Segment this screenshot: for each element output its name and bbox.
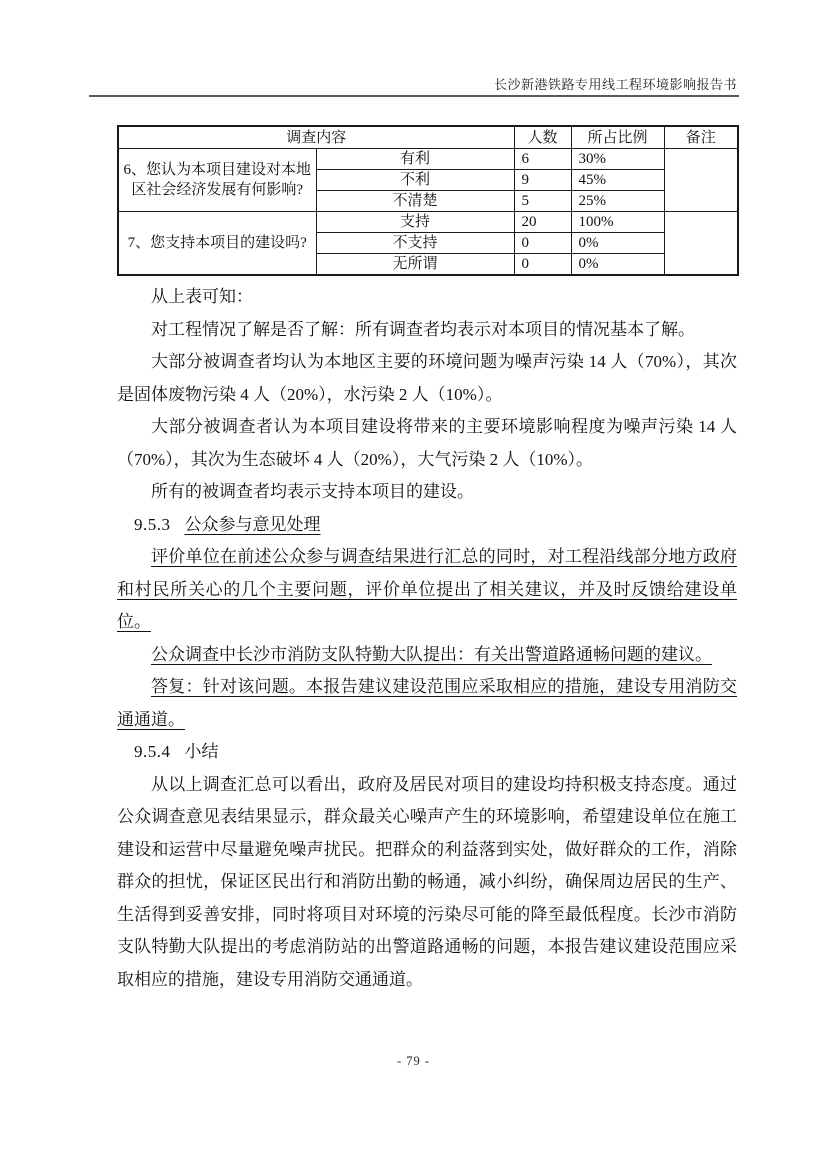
count-cell: 5 [514, 191, 571, 212]
table-header-note: 备注 [664, 126, 738, 149]
count-cell: 9 [514, 170, 571, 191]
count-cell: 0 [514, 233, 571, 254]
paragraph-env-impact: 大部分被调查者认为本项目建设将带来的主要环境影响程度为噪声污染 14 人（70%），其次为生态破坏 4 人（20%），大气污染 2 人（10%）。 [117, 417, 737, 469]
section-title: 小结 [184, 742, 219, 761]
table-row [118, 149, 738, 170]
table-header-row [118, 126, 738, 149]
table-header-content: 调查内容 [118, 126, 514, 149]
survey-table [117, 125, 739, 276]
option-cell: 有利 [316, 149, 514, 170]
paragraph-opinion-1: 评价单位在前述公众参与调查结果进行汇总的同时，对工程沿线部分地方政府和村民所关心的几个主要问题，评价单位提出了相关建议，并及时反馈给建设单位。 [117, 547, 737, 631]
ratio-cell: 45% [571, 170, 664, 191]
ratio-cell: 30% [571, 149, 664, 170]
section-number: 9.5.4 [134, 742, 171, 761]
section-heading-opinion [117, 509, 737, 542]
ratio-cell: 0% [571, 233, 664, 254]
table-header-ratio: 所占比例 [571, 126, 664, 149]
count-cell: 20 [514, 212, 571, 233]
ratio-cell: 25% [571, 191, 664, 212]
section-number: 9.5.3 [134, 514, 171, 534]
paragraph-env-problem: 大部分被调查者均认为本地区主要的环境问题为噪声污染 14 人（70%），其次是固体废物污染 4 人（20%），水污染 2 人（10%）。 [117, 352, 737, 404]
option-cell: 支持 [316, 212, 514, 233]
option-cell: 不利 [316, 170, 514, 191]
option-cell: 不支持 [316, 233, 514, 254]
note-cell [664, 149, 738, 212]
paragraph-support: 所有的被调查者均表示支持本项目的建设。 [151, 482, 474, 501]
count-cell: 0 [514, 254, 571, 276]
page-number: - 79 - [396, 1054, 431, 1068]
paragraph-opinion-2: 公众调查中长沙市消防支队特勤大队提出：有关出警道路通畅问题的建议。 [151, 644, 712, 664]
document-body [117, 281, 737, 996]
table-row [118, 212, 738, 233]
paragraph-understanding: 对工程情况了解是否了解：所有调查者均表示对本项目的情况基本了解。 [151, 319, 695, 339]
paragraph-summary: 从以上调查汇总可以看出，政府及居民对项目的建设均持积极支持态度。通过公众调查意见表结果显示，群众最关心噪声产生的环境影响，希望建设单位在施工建设和运营中尽量避免噪声扰民。把群众的利益落到实处，做好群众的工作，消除群众的担忧，保证区民出行和消防出勤的畅通，减小纠纷，确保周边居民的生产、生活得到妥善安排，同时将项目对环境的污染尽可能的降至最低程度。长沙市消防支队特勤大队提出的考虑消防站的出警道路通畅的问题，本报告建议建设范围应采取相应的措施，建设专用消防交通通道。 [117, 774, 737, 989]
option-cell: 无所谓 [316, 254, 514, 276]
header-rule [89, 95, 739, 97]
option-cell: 不清楚 [316, 191, 514, 212]
question-cell-6: 6、您认为本项目建设对本地区社会经济发展有何影响? [118, 149, 316, 212]
table-header-count: 人数 [514, 126, 571, 149]
count-cell: 6 [514, 149, 571, 170]
section-heading-summary [117, 736, 737, 769]
ratio-cell: 0% [571, 254, 664, 276]
paragraph-intro: 从上表可知： [151, 287, 253, 306]
paragraph-opinion-3: 答复：针对该问题。本报告建议建设范围应采取相应的措施，建设专用消防交通通道。 [117, 677, 737, 729]
section-title: 公众参与意见处理 [184, 514, 321, 534]
page-header-title: 长沙新港铁路专用线工程环境影响报告书 [493, 77, 737, 92]
ratio-cell: 100% [571, 212, 664, 233]
question-cell-7: 7、您支持本项目的建设吗? [118, 212, 316, 276]
note-cell [664, 212, 738, 276]
